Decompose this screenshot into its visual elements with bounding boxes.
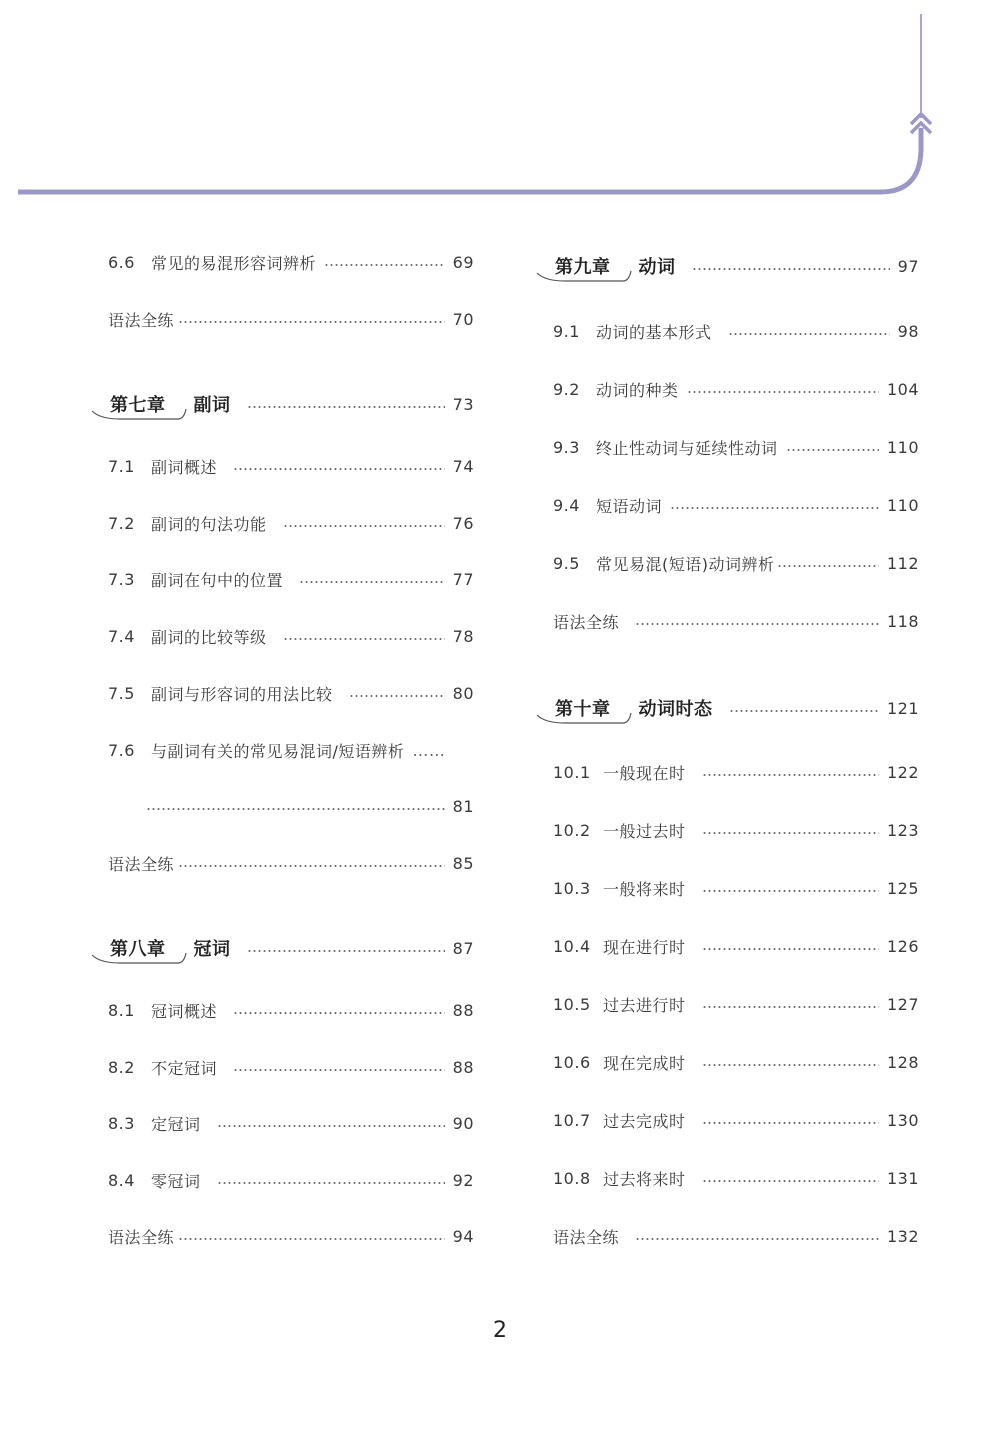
section-number: 9.5 (553, 553, 580, 573)
page-ref: 81 (452, 796, 474, 816)
chapter-name: 副词 (193, 395, 231, 416)
toc-entry[interactable] (553, 549, 919, 577)
chapter-underline-swash (535, 269, 635, 283)
leader-dots (702, 1180, 879, 1182)
section-number: 7.4 (108, 626, 135, 646)
section-title: 过去完成时 (603, 1111, 686, 1131)
page-ref: 73 (452, 394, 474, 414)
leader-dots (217, 1182, 445, 1184)
leader-dots (670, 507, 879, 509)
section-title: 定冠词 (151, 1114, 201, 1134)
section-number: 10.8 (553, 1168, 591, 1188)
page-ref: 123 (886, 820, 919, 840)
leader-dots (233, 1012, 445, 1014)
header-decoration (0, 0, 1000, 220)
toc-entry[interactable] (108, 1109, 474, 1137)
section-title: 副词概述 (151, 457, 218, 477)
leader-dots (247, 406, 445, 408)
section-title: 语法全练 (108, 1227, 175, 1247)
section-number: 10.7 (553, 1110, 591, 1130)
leader-dots (728, 333, 890, 335)
toc-entry[interactable] (553, 433, 919, 461)
leader-dots (178, 1238, 445, 1240)
section-number: 8.3 (108, 1113, 135, 1133)
leader-dots (217, 1125, 445, 1127)
page-ref: 74 (452, 456, 474, 476)
page-ref: 90 (452, 1113, 474, 1133)
leader-dots (777, 565, 879, 567)
section-title: 过去将来时 (603, 1169, 686, 1189)
section-number: 8.1 (108, 1000, 135, 1020)
chapter-heading[interactable] (553, 694, 919, 722)
section-title: 短语动词 (596, 496, 663, 516)
section-title: 一般过去时 (603, 821, 686, 841)
toc-entry[interactable] (108, 1222, 474, 1250)
section-title: 与副词有关的常见易混词/短语辨析 (151, 741, 405, 761)
page-ref: 126 (886, 936, 919, 956)
toc-entry[interactable] (553, 491, 919, 519)
section-number: 7.6 (108, 740, 135, 760)
toc-entry[interactable] (108, 1166, 474, 1194)
section-title: 零冠词 (151, 1171, 201, 1191)
section-title: 动词的种类 (596, 380, 679, 400)
page-ref: 70 (452, 309, 474, 329)
section-number: 10.4 (553, 936, 591, 956)
section-number: 8.4 (108, 1170, 135, 1190)
chapter-label: 第七章 (108, 391, 180, 417)
section-number: 9.1 (553, 321, 580, 341)
section-title: 现在进行时 (603, 937, 686, 957)
section-number: 7.3 (108, 569, 135, 589)
section-number: 6.6 (108, 252, 135, 272)
section-title: 冠词概述 (151, 1001, 218, 1021)
section-number: 10.3 (553, 878, 591, 898)
page-ref: 92 (452, 1170, 474, 1190)
page-ref: 128 (886, 1052, 919, 1072)
toc-entry[interactable] (108, 248, 474, 276)
section-number: 9.2 (553, 379, 580, 399)
page-ref: 125 (886, 878, 919, 898)
page-ref: 76 (452, 513, 474, 533)
section-title: 副词与形容词的用法比较 (151, 684, 333, 704)
leader-dots (702, 1006, 879, 1008)
leader-dots (702, 1122, 879, 1124)
section-title: 副词在句中的位置 (151, 570, 284, 590)
chapter-heading[interactable] (553, 252, 919, 280)
page-ref: 87 (452, 938, 474, 958)
section-title: 副词的比较等级 (151, 627, 267, 647)
page-ref: 122 (886, 762, 919, 782)
leader-dots (349, 695, 445, 697)
toc-entry[interactable] (553, 1164, 919, 1192)
section-number: 10.6 (553, 1052, 591, 1072)
toc-entry[interactable] (108, 736, 474, 764)
page-ref: 127 (886, 994, 919, 1014)
leader-dots (233, 468, 445, 470)
toc-entry[interactable] (108, 1053, 474, 1081)
page-ref: 121 (886, 698, 919, 718)
leader-dots (324, 264, 445, 266)
leader-dots (178, 865, 445, 867)
section-title: 语法全练 (553, 1227, 620, 1247)
chapter-label: 第十章 (553, 695, 625, 721)
toc-entry[interactable] (108, 565, 474, 593)
page-ref: 77 (452, 569, 474, 589)
toc-entry-continuation[interactable] (108, 792, 474, 820)
toc-entry[interactable] (108, 996, 474, 1024)
toc-entry[interactable] (553, 1048, 919, 1076)
chapter-name: 动词 (638, 257, 676, 278)
chapter-underline-swash (535, 711, 635, 725)
leader-dots (233, 1069, 445, 1071)
toc-entry[interactable] (108, 679, 474, 707)
section-number: 10.5 (553, 994, 591, 1014)
section-number: 8.2 (108, 1057, 135, 1077)
toc-entry[interactable] (553, 607, 919, 635)
toc-entry[interactable] (108, 305, 474, 333)
leader-dots (729, 710, 879, 712)
leader-dots (702, 832, 879, 834)
page-ref: 80 (452, 683, 474, 703)
section-number: 10.2 (553, 820, 591, 840)
page-ref: 94 (452, 1226, 474, 1246)
chapter-name: 动词时态 (638, 699, 713, 720)
page-ref: 132 (886, 1226, 919, 1246)
section-title: 不定冠词 (151, 1058, 218, 1078)
toc-entry[interactable] (553, 1106, 919, 1134)
chapter-heading[interactable] (108, 390, 474, 418)
chapter-name: 冠词 (193, 939, 231, 960)
toc-entry[interactable] (553, 375, 919, 403)
chapter-underline-swash (90, 951, 190, 965)
chapter-underline-swash (90, 407, 190, 421)
page-ref: 98 (897, 321, 919, 341)
section-title: 常见的易混形容词辨析 (151, 253, 317, 273)
leader-dots (178, 321, 445, 323)
section-number: 9.3 (553, 437, 580, 457)
section-number: 9.4 (553, 495, 580, 515)
section-number: 10.1 (553, 762, 591, 782)
chapter-label: 第九章 (553, 253, 625, 279)
page-ref: 130 (886, 1110, 919, 1130)
section-title: 动词的基本形式 (596, 322, 712, 342)
leader-dots (283, 638, 445, 640)
leader-dots (283, 525, 445, 527)
page-number: 2 (493, 1318, 507, 1343)
leader-dots-trail: …… (412, 740, 446, 760)
leader-dots (702, 1064, 879, 1066)
leader-dots (146, 808, 445, 810)
toc-entry[interactable] (553, 932, 919, 960)
chapter-heading[interactable] (108, 934, 474, 962)
toc-entry[interactable] (108, 452, 474, 480)
leader-dots (702, 774, 879, 776)
page-ref: 88 (452, 1057, 474, 1077)
section-number: 7.2 (108, 513, 135, 533)
leader-dots (692, 268, 890, 270)
section-title: 一般现在时 (603, 763, 686, 783)
leader-dots (786, 449, 879, 451)
page-ref: 112 (886, 553, 919, 573)
page-ref: 118 (886, 611, 919, 631)
section-title: 语法全练 (108, 310, 175, 330)
toc-entry[interactable] (108, 849, 474, 877)
page-ref: 85 (452, 853, 474, 873)
chapter-label: 第八章 (108, 935, 180, 961)
section-number: 7.5 (108, 683, 135, 703)
section-title: 语法全练 (553, 612, 620, 632)
section-title: 一般将来时 (603, 879, 686, 899)
page-ref: 131 (886, 1168, 919, 1188)
page-ref: 88 (452, 1000, 474, 1020)
page-ref: 69 (452, 252, 474, 272)
section-title: 副词的句法功能 (151, 514, 267, 534)
toc-entry[interactable] (553, 816, 919, 844)
leader-dots (635, 1238, 879, 1240)
section-number: 7.1 (108, 456, 135, 476)
toc-entry[interactable] (553, 317, 919, 345)
toc-entry[interactable] (553, 1222, 919, 1250)
leader-dots (299, 581, 445, 583)
leader-dots (635, 623, 879, 625)
leader-dots (687, 391, 879, 393)
toc-entry[interactable] (108, 509, 474, 537)
section-title: 过去进行时 (603, 995, 686, 1015)
page-ref: 97 (897, 256, 919, 276)
section-title: 现在完成时 (603, 1053, 686, 1073)
page-ref: 104 (886, 379, 919, 399)
toc-entry[interactable] (553, 874, 919, 902)
leader-dots (247, 950, 445, 952)
page-ref: 110 (886, 495, 919, 515)
page-ref: 78 (452, 626, 474, 646)
section-title: 语法全练 (108, 854, 175, 874)
toc-entry[interactable] (553, 990, 919, 1018)
leader-dots (702, 948, 879, 950)
section-title: 常见易混(短语)动词辨析 (596, 554, 775, 574)
toc-entry[interactable] (553, 758, 919, 786)
section-title: 终止性动词与延续性动词 (596, 438, 778, 458)
toc-entry[interactable] (108, 622, 474, 650)
leader-dots (702, 890, 879, 892)
page-ref: 110 (886, 437, 919, 457)
